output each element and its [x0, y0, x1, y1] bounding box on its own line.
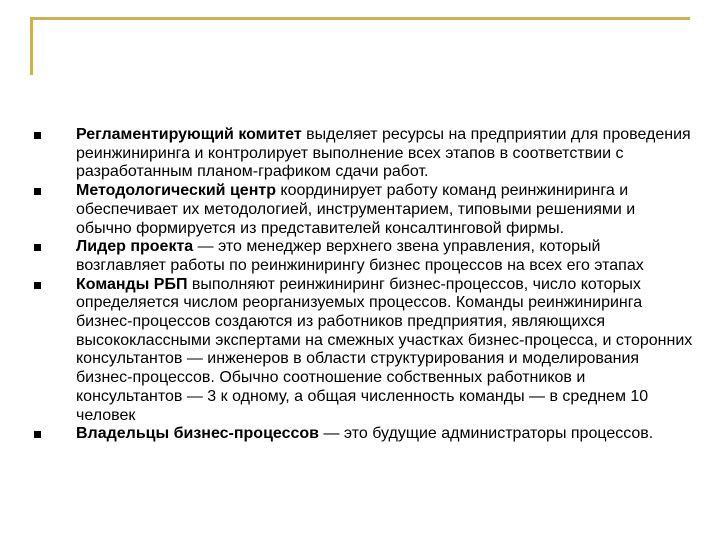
item-lead: Владельцы бизнес-процессов	[76, 425, 320, 443]
item-lead: Лидер проекта	[76, 238, 194, 256]
square-bullet-icon	[34, 431, 41, 438]
list-item	[34, 182, 694, 238]
bullet-list	[34, 126, 694, 444]
item-text: координирует работу команд реинжиниринга и обеспечивает их методологией, инструментарием, типовыми решениями и обычно формируется из представителей консалтинговой фирмы.	[76, 182, 636, 237]
item-text: выделяет ресурсы на предприятии для проведения реинжиниринга и контролирует выполнение всех этапов в соответствии с разработанным планом-графиком сдачи работ.	[76, 126, 691, 181]
item-text: выполняют реинжиниринг бизнес-процессов, число которых определяется числом реорганизуемых процессов. Команды реинжиниринга бизнес-процессов создаются из работников предприятия, являющихся высококлассными экспертами на смежных участках бизнес-процесса, и сторонних консультантов — инженеров в области структурирования и моделирования бизнес-процессов. Обычно соотношение собственных работников и консультантов — 3 к одному, а общая численность команды — в среднем 10 человек	[76, 275, 693, 424]
slide-frame-top-line	[30, 17, 690, 20]
item-text: — это менеджер верхнего звена управления, который возглавляет работы по реинжинирингу бизнес процессов на всех его этапах	[76, 238, 644, 274]
list-item	[34, 126, 694, 182]
list-item	[34, 238, 694, 275]
square-bullet-icon	[34, 132, 41, 139]
square-bullet-icon	[34, 188, 41, 195]
list-item	[34, 425, 694, 444]
square-bullet-icon	[34, 282, 41, 289]
slide-frame-left-line	[30, 17, 33, 75]
item-lead: Команды РБП	[76, 275, 188, 293]
item-text: — это будущие администраторы процессов.	[319, 425, 654, 443]
list-item	[34, 276, 694, 426]
item-lead: Регламентирующий комитет	[76, 126, 302, 143]
item-lead: Методологический центр	[76, 182, 276, 200]
square-bullet-icon	[34, 244, 41, 251]
